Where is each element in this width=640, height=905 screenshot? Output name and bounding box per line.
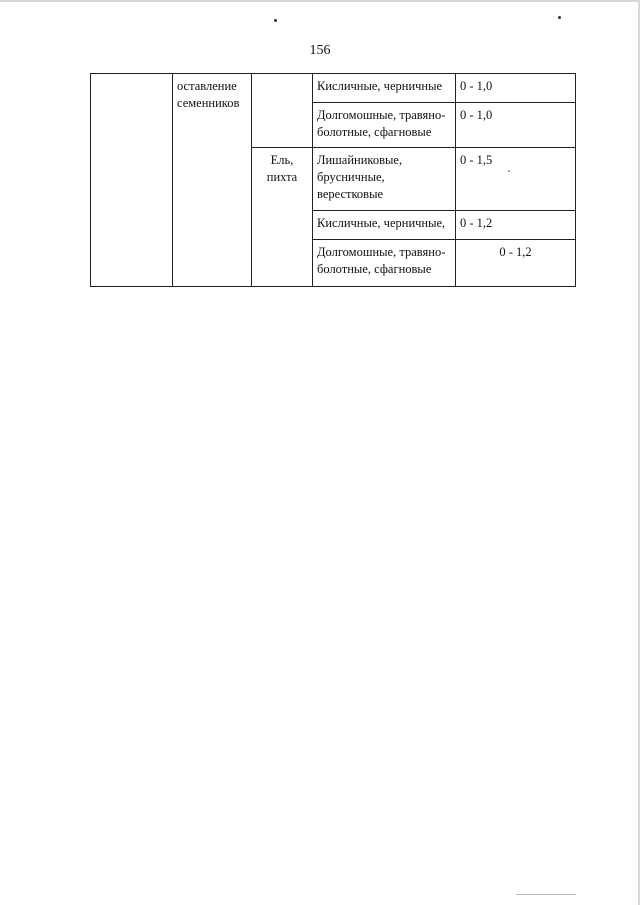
value-cell: 0 - 1,5 [456, 148, 576, 211]
scan-edge-top [0, 0, 640, 2]
value-cell: 0 - 1,0 [456, 74, 576, 103]
species-cell: Ель, пихта [252, 148, 313, 287]
method-cell: оставление семенников [173, 74, 252, 287]
scan-speck [274, 19, 277, 22]
value-cell: 0 - 1,2 [456, 240, 576, 287]
table-row [91, 74, 576, 103]
forest-type-cell: Долгомошные, травяно-болотные, сфагновые [313, 240, 456, 287]
value-cell: 0 - 1,0 [456, 103, 576, 148]
empty-cell [91, 74, 173, 287]
scan-speck [558, 16, 561, 19]
forest-type-cell: Кисличные, черничные [313, 74, 456, 103]
scan-edge-mark [516, 894, 576, 895]
forest-type-cell: Долгомошные, травяно-болотные, сфагновые [313, 103, 456, 148]
species-cell-empty [252, 74, 313, 148]
forest-type-cell: Кисличные, черничные, [313, 211, 456, 240]
value-cell: 0 - 1,2 [456, 211, 576, 240]
forest-regeneration-table [90, 73, 576, 287]
page-number: 156 [309, 43, 331, 58]
forest-type-cell: Лишайниковые, брусничные, верестковые [313, 148, 456, 211]
